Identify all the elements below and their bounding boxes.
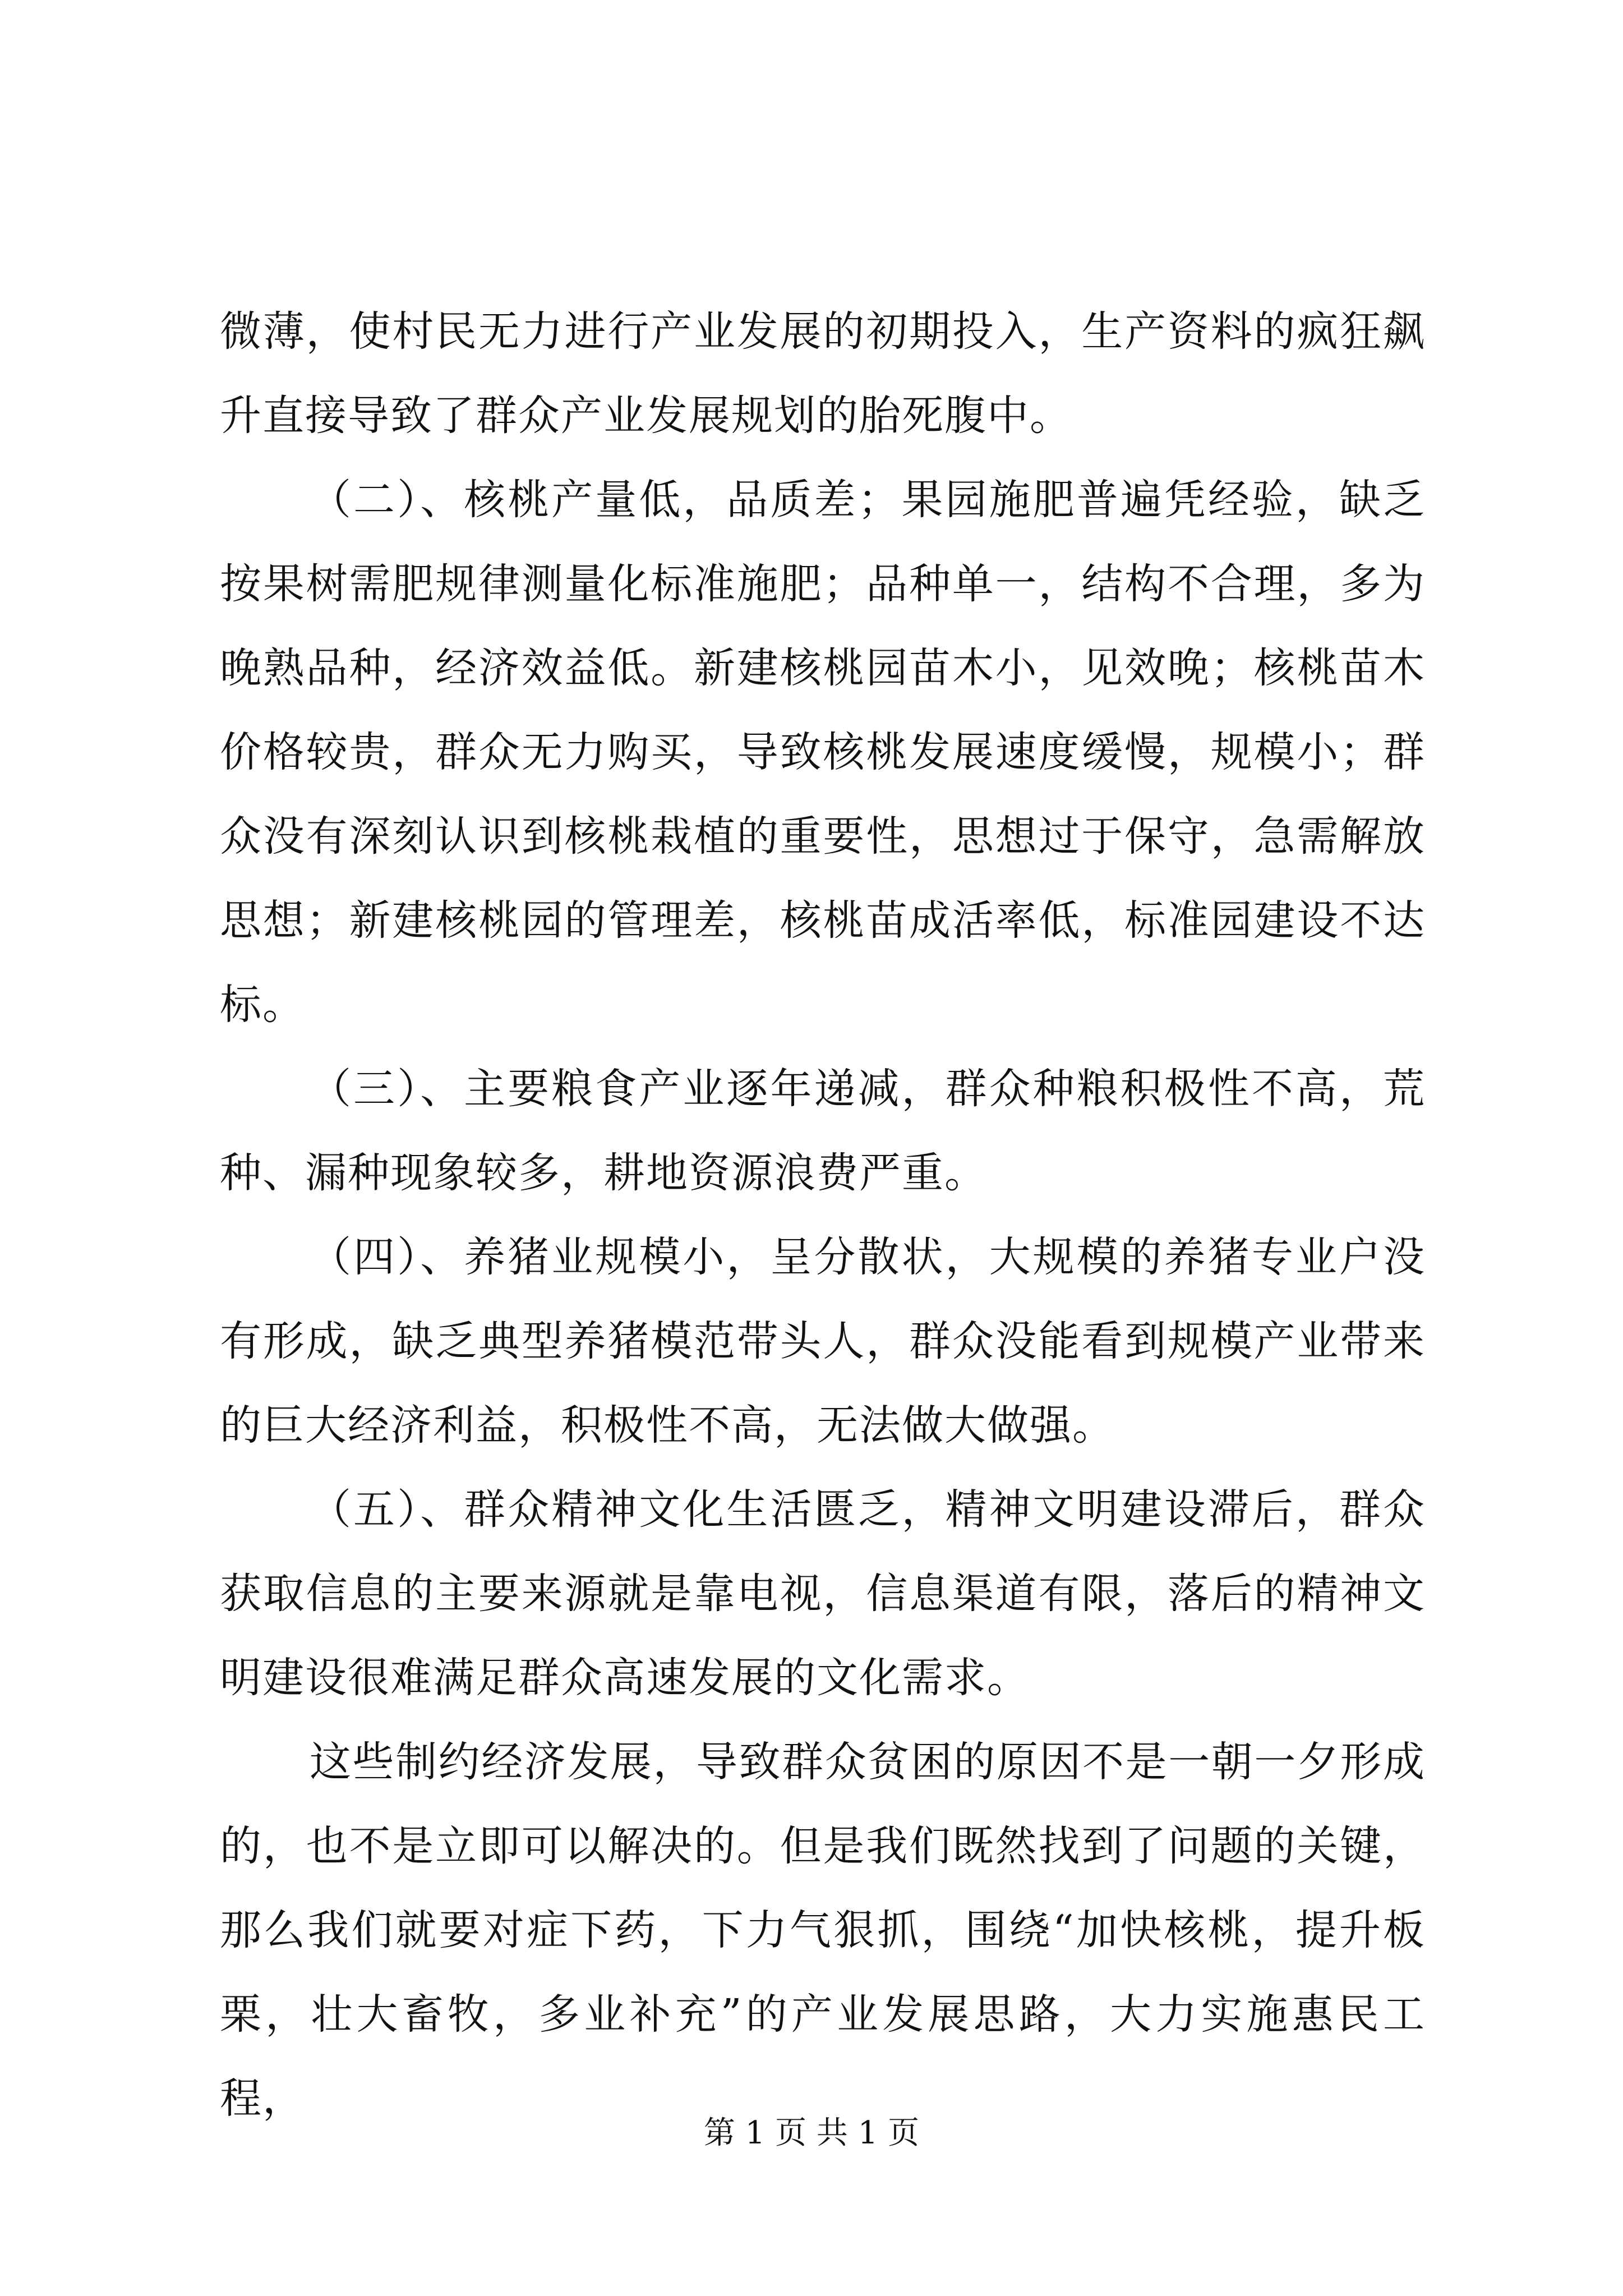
- document-body: [220, 289, 1426, 2141]
- page-number-footer: 第 1 页 共 1 页: [703, 2115, 920, 2151]
- paragraph-section-5-culture: （五）、群众精神文化生活匮乏，精神文明建设滞后，群众获取信息的主要来源就是靠电视，信息渠道有限，落后的精神文明建设很难满足群众高速发展的文化需求。: [220, 1485, 1426, 1702]
- paragraph-section-2-walnut: （二）、核桃产量低，品质差；果园施肥普遍凭经验，缺乏按果树需肥规律测量化标准施肥；品种单一，结构不合理，多为晚熟品种，经济效益低。新建核桃园苗木小，见效晚；核桃苗木价格较贵，群众无力购买，导致核桃发展速度缓慢，规模小；群众没有深刻认识到核桃栽植的重要性，思想过于保守，急需解放思想；新建核桃园的管理差，核桃苗成活率低，标准园建设不达标。: [220, 476, 1426, 1029]
- paragraph-continuation: 微薄，使村民无力进行产业发展的初期投入，生产资料的疯狂飙升直接导致了群众产业发展规划的胎死腹中。: [220, 307, 1426, 440]
- paragraph-conclusion: 这些制约经济发展，导致群众贫困的原因不是一朝一夕形成的，也不是立即可以解决的。但是我们既然找到了问题的关键，那么我们就要对症下药，下力气狠抓，围绕“加快核桃，提升板栗，壮大畜牧，多业补充”的产业发展思路，大力实施惠民工程，: [220, 1738, 1426, 2123]
- paragraph-section-3-grain: （三）、主要粮食产业逐年递减，群众种粮积极性不高，荒种、漏种现象较多，耕地资源浪费严重。: [220, 1065, 1426, 1197]
- paragraph-section-4-pig-farming: （四）、养猪业规模小，呈分散状，大规模的养猪专业户没有形成，缺乏典型养猪模范带头人，群众没能看到规模产业带来的巨大经济利益，积极性不高，无法做大做强。: [220, 1233, 1426, 1450]
